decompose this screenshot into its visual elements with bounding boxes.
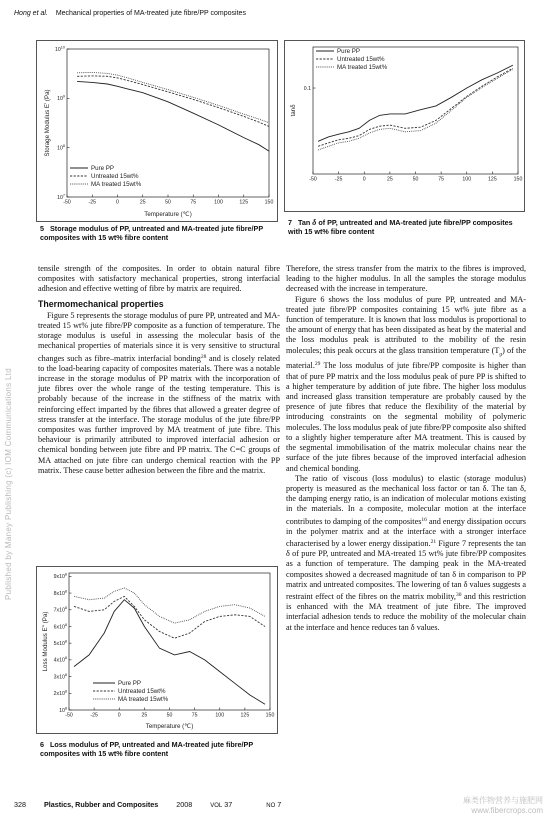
- y-tick-label: $5x10^8$: [53, 639, 67, 647]
- series-line-3: [77, 72, 269, 122]
- series-line-2: [74, 596, 265, 638]
- left-intro-paragraph: tensile strength of the composites. In order to obtain natural fibre composites with satisfactory mechanical properties, strong interfacial adhesion and effective wetting of fibre by matrix are required.: [38, 264, 280, 294]
- y-tick-label: $7x10^8$: [53, 606, 67, 614]
- x-tick-label: 0: [117, 712, 121, 719]
- journal-name: Plastics, Rubber and Composites: [44, 800, 159, 809]
- series-line-3: [318, 69, 513, 150]
- figure-5: [36, 40, 278, 256]
- right-paragraph-3-c: Figure 7 represents the tan δ of pure PP, untreated and MA-treated 15 wt% jute fibre/PP composites as a function of temperature. The damping peak in the MA-treated composites showed a decreased magnitude of tan δ in comparison to PP matrix and untreated composites. The lowering of tan δ values suggests a restraint effect of the fibres on the matrix mobility,: [286, 538, 526, 601]
- page-number: 328: [14, 800, 26, 809]
- x-tick-label: -25: [334, 176, 343, 183]
- left-paragraph-1-b: and is closely related to the load-bearing capacity of composites materials. There was a notable increase in the storage modulus of PP matrix with the incorporation of jute fibres over the whole range of the testing temperature. This is probably because of the increase in the stiffness of the matrix with reinforcing effect imparted by the fibres that allowed a greater degree of stress transfer at the interface. The storage modulus of the jute fibre/PP composites was further improved by MA treatment of jute fibre. This behaviour is primarily attributed to improved interfacial adhesion or chemical bonding between jute fibre and PP matrix. The C=C groups of MA attached on jute fibre can undergo chemical reaction with the PP matrix. These cause better adhesion between the fibre and the matrix.: [38, 353, 280, 475]
- figure-5-chart: [37, 41, 277, 221]
- x-tick-label: 125: [488, 176, 497, 183]
- figure-7-caption-b: of PP, untreated and MA-treated jute fibre/PP composites with 15 wt% fibre content: [288, 218, 513, 236]
- x-axis-title: Temperature (℃): [145, 723, 194, 730]
- x-tick-label: 125: [239, 199, 249, 206]
- site-watermark-line1: 麻类作物营养与施肥网: [463, 796, 543, 805]
- x-tick-label: 150: [265, 712, 275, 719]
- figure-7-frame: [284, 40, 525, 212]
- citation-16: 16: [421, 516, 427, 523]
- x-tick-label: 100: [462, 176, 472, 183]
- series-line-2: [318, 68, 513, 146]
- x-tick-label: -25: [88, 199, 96, 206]
- page-footer: [14, 800, 313, 809]
- citation-29: 29: [314, 361, 321, 368]
- right-paragraph-2: [286, 295, 526, 474]
- figure-7-caption-symbol: δ: [312, 218, 317, 227]
- x-tick-label: 50: [166, 712, 173, 719]
- legend-label: MA treated 15wt%: [118, 696, 169, 703]
- figure-7-caption-a: Tan: [298, 218, 311, 227]
- figure-5-caption: [40, 224, 276, 242]
- x-tick-label: 125: [240, 712, 250, 719]
- right-paragraph-3-b: and energy dissipation occurs in the polymer matrix and at the interface with a stronger interface characterised by a lower energy dissipation.: [286, 516, 526, 548]
- legend-label: MA treated 15wt%: [337, 64, 388, 71]
- x-tick-label: 0: [116, 199, 119, 206]
- footer-no: 7: [277, 800, 282, 809]
- figure-6-chart: [37, 567, 277, 733]
- citation-28: 28: [200, 353, 207, 360]
- right-paragraph-2-c: The loss modulus of jute fibre/PP composite is higher than that of pure PP matrix and the loss modulus peak of pure PP is shifted to a higher temperature by addition of jute fibre. The higher loss modulus and increased glass transition temperature are probably caused by the presence of jute fibres that reduce the flexibility of the material by introducing constraints on the segmental mobility of polymeric molecules. The loss modulus peak of jute fibre/PP composite also shifted to a slightly higher temperature after MA treatment. This is caused by the segmental immobilisation of the matrix molecular chains near the surface of the jute fibres because of the improved interfacial adhesion and chemical bonding.: [286, 361, 526, 473]
- citation-21: 21: [430, 538, 437, 545]
- x-tick-label: -50: [65, 712, 73, 719]
- y-axis-title: tanδ: [290, 104, 297, 117]
- x-tick-label: 75: [438, 176, 445, 183]
- y-tick-label: $10^8$: [57, 143, 65, 152]
- figure-7-caption: [288, 218, 523, 236]
- y-tick-label: $8x10^8$: [53, 589, 67, 597]
- x-tick-label: 25: [141, 712, 148, 719]
- figure-6: [36, 566, 278, 786]
- right-paragraph-3: [286, 474, 526, 633]
- x-tick-label: 150: [264, 199, 274, 206]
- y-tick-label: 0.1: [303, 85, 311, 92]
- right-paragraph-2-a: Figure 6 shows the loss modulus of pure PP, untreated and MA-treated jute fibre/PP composites containing 15 wt% jute fibre as a function of temperature. It is known that loss modulus is proportional to the amount of energy that has been dissipated as heat by the material and the loss modulus peak is attributed to the mobility of the resin molecules; this peak occurs at the glass transition temperature (T: [286, 294, 526, 355]
- legend-label: Pure PP: [118, 680, 142, 687]
- figure-5-frame: [36, 40, 278, 222]
- publisher-watermark-text: Published by Maney Publishing (c) IOM Communications Ltd: [4, 367, 13, 600]
- right-paragraph-1: Therefore, the stress transfer from the matrix to the fibres is improved, leading to the higher modulus. In all the samples the storage modulus decreased with the increase in temperature.: [286, 264, 526, 294]
- x-tick-label: 100: [215, 712, 225, 719]
- y-tick-label: $10^8$: [59, 706, 67, 714]
- y-tick-label: $9x10^8$: [53, 572, 67, 581]
- publisher-watermark: [4, 120, 18, 600]
- legend-label: Pure PP: [91, 165, 115, 172]
- right-paragraph-3-a: The ratio of viscous (loss modulus) to elastic (storage modulus) property is measured as the mechanical loss factor or tan δ. The tan δ, the damping energy ratio, is an indication of molecular motions existing in the materials. In a composite, molecular motion at the interface contributes to damping of the composites: [286, 473, 526, 526]
- y-tick-label: $10^9$: [57, 94, 65, 103]
- x-tick-label: 75: [191, 712, 198, 719]
- series-line-3: [74, 588, 265, 623]
- x-tick-label: -25: [90, 712, 98, 719]
- series-line-1: [318, 65, 513, 141]
- figure-6-caption-text: Loss modulus of PP, untreated and MA-treated jute fibre/PP composites with 15 wt% fibre content: [40, 740, 254, 758]
- plot-area-frame: [69, 573, 270, 710]
- legend-label: Untreated 15wt%: [337, 56, 385, 63]
- figure-7-number: 7: [288, 218, 292, 227]
- footer-vol-label: VOL: [210, 803, 223, 809]
- right-paragraph-3-d: and this restriction is enhanced with the MA treatment of jute fibre. The improved interfacial adhesion tends to reduce the mobility of the molecular chain at the interface and hence reduces tan δ values.: [286, 591, 526, 632]
- tg-subscript: g: [499, 351, 503, 358]
- y-tick-label: $3x10^8$: [53, 672, 67, 681]
- x-axis-title: Temperature (℃): [144, 211, 192, 218]
- section-heading: Thermomechanical properties: [38, 298, 164, 309]
- y-axis-title: Storage Modulus E' (Pa): [44, 89, 51, 157]
- footer-vol: 37: [224, 800, 233, 809]
- figure-6-frame: [36, 566, 278, 734]
- legend-label: Untreated 15wt%: [91, 173, 139, 180]
- figure-7: [284, 40, 525, 246]
- figure-5-caption-text: Storage modulus of PP, untreated and MA-treated jute fibre/PP composites with 15 wt% fibre content: [40, 224, 263, 242]
- x-tick-label: 50: [165, 199, 171, 206]
- figure-7-chart: [285, 41, 524, 211]
- right-paragraph-2-b: ) of the material.: [286, 345, 526, 371]
- right-column: [286, 264, 526, 633]
- y-tick-label: $2x10^8$: [53, 689, 67, 698]
- footer-no-label: NO: [266, 803, 276, 809]
- legend-label: Untreated 15wt%: [118, 688, 166, 695]
- footer-year: 2008: [176, 800, 193, 809]
- figure-6-caption: [40, 740, 276, 758]
- header-title: Mechanical properties of MA-treated jute fibre/PP composites: [55, 10, 246, 17]
- x-tick-label: 100: [214, 199, 223, 206]
- x-tick-label: 25: [386, 176, 393, 183]
- header-author: Hong et al.: [14, 10, 48, 17]
- x-tick-label: 75: [190, 199, 197, 206]
- y-tick-label: $4x10^8$: [53, 656, 67, 664]
- series-line-1: [77, 81, 269, 151]
- left-paragraph-1-a: Figure 5 represents the storage modulus of pure PP, untreated and MA-treated 15 wt% jute fibre/PP composite as a function of temperature. The storage modulus is useful in assessing the molecular basis of the mechanical properties of materials since it is very sensitive to structural changes such as fibre–matrix interfacial bonding: [38, 310, 280, 363]
- series-line-1: [74, 600, 265, 705]
- x-tick-label: 25: [139, 199, 146, 206]
- y-axis-title: Loss Modulus E'' (Pa): [42, 611, 49, 672]
- x-tick-label: 150: [513, 176, 523, 183]
- x-tick-label: -50: [63, 199, 71, 206]
- figure-5-number: 5: [40, 224, 44, 233]
- citation-30: 30: [455, 591, 462, 598]
- figure-6-number: 6: [40, 740, 44, 749]
- y-tick-label: $10^{10}$: [54, 45, 65, 53]
- x-tick-label: -50: [309, 176, 317, 183]
- x-tick-label: 0: [362, 176, 366, 183]
- y-tick-label: $6x10^8$: [53, 622, 67, 631]
- site-watermark: [463, 796, 543, 816]
- running-header: [14, 10, 246, 17]
- site-watermark-line2: www.fibercrops.com: [471, 806, 543, 815]
- y-tick-label: $10^7$: [57, 193, 65, 201]
- x-tick-label: 50: [412, 176, 419, 183]
- legend-label: Pure PP: [337, 48, 361, 55]
- left-paragraph-1: [38, 311, 280, 476]
- left-column: [38, 264, 280, 476]
- legend-label: MA treated 15wt%: [91, 181, 142, 188]
